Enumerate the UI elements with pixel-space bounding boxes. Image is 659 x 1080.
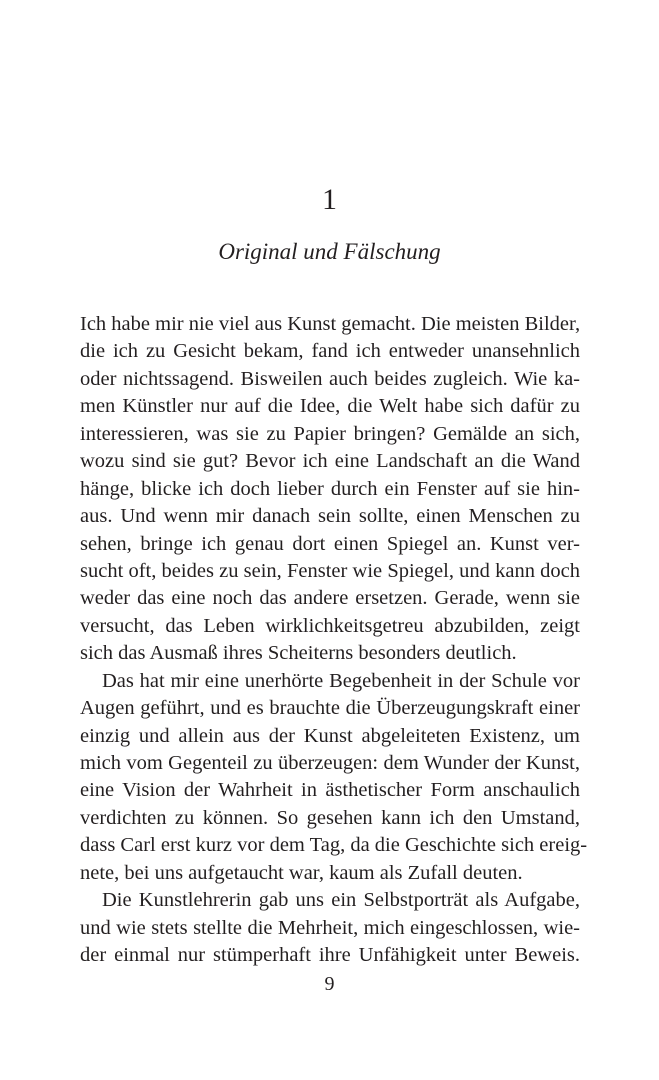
text-line: weder das eine noch das andere ersetzen. Gerade, wenn sie <box>80 587 580 610</box>
text-line: eine Vision der Wahrheit in ästhetischer Form anschaulich <box>80 779 580 802</box>
text-line: die ich zu Gesicht bekam, fand ich entweder unansehnlich <box>80 340 580 363</box>
page-number: 9 <box>324 973 335 995</box>
text-line: sucht oft, beides zu sein, Fenster wie Spiegel, und kann doch <box>80 559 580 582</box>
text-line: einzig und allein aus der Kunst abgeleiteten Existenz, um <box>80 724 580 747</box>
text-line: hänge, blicke ich doch lieber durch ein Fenster auf sie hin- <box>80 477 580 500</box>
text-line: versucht, das Leben wirklichkeitsgetreu abzubilden, zeigt <box>80 614 580 637</box>
text-line: mich vom Gegenteil zu überzeugen: dem Wunder der Kunst, <box>80 752 580 774</box>
text-line: Augen geführt, und es brauchte die Überzeugungskraft einer <box>80 697 580 720</box>
paragraph <box>80 887 580 969</box>
text-line: dass Carl erst kurz vor dem Tag, da die Geschichte sich ereig- <box>80 834 588 857</box>
text-line: aus. Und wenn mir danach sein sollte, einen Menschen zu <box>80 505 580 528</box>
chapter-number: 1 <box>322 183 337 216</box>
body-text <box>80 311 588 970</box>
text-line: sehen, bringe ich genau dort einen Spiegel an. Kunst ver- <box>80 532 580 555</box>
text-line: oder nichtssagend. Bisweilen auch beides zugleich. Wie ka- <box>80 367 580 390</box>
text-line: der einmal nur stümperhaft ihre Unfähigkeit unter Beweis. <box>80 944 580 967</box>
text-line: men Künstler nur auf die Idee, die Welt habe sich dafür zu <box>80 395 580 418</box>
text-line: Ich habe mir nie viel aus Kunst gemacht. Die meisten Bilder, <box>80 313 581 335</box>
text-line: interessieren, was sie zu Papier bringen? Gemälde an sich, <box>80 422 580 445</box>
text-line: nete, bei uns aufgetaucht war, kaum als Zufall deuten. <box>80 861 523 884</box>
text-line: wozu sind sie gut? Bevor ich eine Landschaft an die Wand <box>80 450 580 473</box>
text-line: und wie stets stellte die Mehrheit, mich eingeschlossen, wie- <box>80 916 580 939</box>
paragraph <box>80 311 580 668</box>
text-line: Das hat mir eine unerhörte Begebenheit in der Schule vor <box>102 669 580 692</box>
text-line: verdichten zu können. So gesehen kann ich den Umstand, <box>80 806 580 829</box>
paragraph <box>80 668 588 888</box>
chapter-title: Original und Fälschung <box>218 239 441 264</box>
text-line: sich das Ausmaß ihres Scheiterns besonders deutlich. <box>80 642 517 665</box>
text-line: Die Kunstlehrerin gab uns ein Selbstporträt als Aufgabe, <box>102 889 580 912</box>
